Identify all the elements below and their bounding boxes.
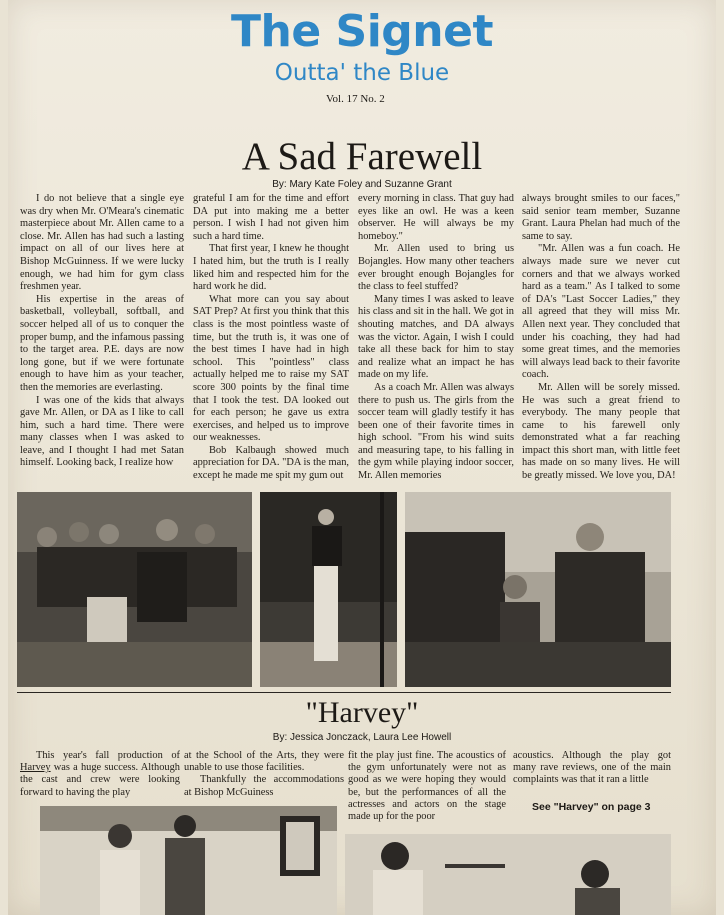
paragraph: I was one of the kids that always gave Mr. Allen, or DA as I like to call him, such a hard time. There were many classes when I was asked to leave, and I thought I had met Satan himself. Looking back, I realize how: [20, 394, 184, 469]
article-headline: A Sad Farewell: [241, 135, 483, 178]
photo-harvey-cast-left-image: [40, 806, 337, 915]
masthead-title: The Signet: [231, 6, 493, 57]
continued-notice: See "Harvey" on page 3: [532, 801, 651, 813]
paragraph: What more can you say about SAT Prep? At first you think that this class is the most pointless waste of time, but the truth is, it was one of the best times I have had in high school. This "pointless" class actually helped me to raise my SAT score 300 points by the final time that I took the test. DA looked out for each person; he gave us extra exercises, and helped us to improve our weaknesses.: [193, 293, 349, 444]
photo-man-standing-gym: [260, 492, 397, 687]
photo-audience-seated-image: [17, 492, 252, 687]
paragraph: Thankfully the accommodations at Bishop McGuiness: [184, 774, 344, 798]
photo-harvey-cast-right: [345, 834, 671, 915]
paragraph: His expertise in the areas of basketball, volleyball, softball, and soccer helped all of us to conquer the proper bump, and the infamous passing to the target area. P.E. days are now long gone, but if we were fortunate enough to have him as your teacher, then the memories are everlasting.: [20, 293, 184, 393]
article-column-3: [358, 193, 514, 483]
paragraph: fit the play just fine. The acoustics of the gym unfortunately were not as good as we were hoping they would be, but the performances of all the actresses and actors on the stage made up for the poor: [348, 750, 506, 823]
harvey-column-3: [348, 750, 506, 823]
photo-audience-seated: [17, 492, 252, 687]
harvey-byline: By: Jessica Jonczack, Laura Lee Howell: [272, 732, 452, 743]
paragraph: Many times I was asked to leave his class and sit in the hall. We got in shouting matches, and DA always was the victor. Again, I wish I could take all these back for him to stay and realize what an impact he has made on my life.: [358, 293, 514, 381]
paragraph: always brought smiles to our faces," said senior team member, Suzanne Grant. Laura Phelan had much of the same to say.: [522, 193, 680, 242]
photo-harvey-cast-left: [40, 806, 337, 915]
paragraph: acoustics. Although the play got many rave reviews, one of the main complaints was that it ran a little: [513, 750, 671, 786]
play-title: Harvey: [20, 762, 51, 774]
paragraph: every morning in class. That guy had eyes like an owl. He was a keen observer. He will always be my homeboy.": [358, 193, 514, 242]
volume-number: Vol. 17 No. 2: [326, 93, 385, 105]
paragraph: Mr. Allen used to bring us Bojangles. How many other teachers ever brought enough Bojangles for the class to feel stuffed?: [358, 243, 514, 293]
paragraph: [20, 750, 180, 799]
article-byline: By: Mary Kate Foley and Suzanne Grant: [272, 179, 452, 190]
photo-embrace-farewell-image: [405, 492, 671, 687]
paragraph: "Mr. Allen was a fun coach. He always made sure we never cut corners and that we always worked hard as a team." As I talked to some of DA's "Last Soccer Ladies," they all agreed that they will miss Mr. Allen next year. They concluded that under his coaching, they had had some great times, and the memories will always lead back to their favorite coach.: [522, 243, 680, 381]
harvey-headline: "Harvey": [305, 696, 419, 729]
text-fragment: was a huge success. Although the cast and crew were looking forward to having the play: [20, 762, 180, 798]
harvey-column-4: [513, 750, 671, 787]
paragraph: I do not believe that a single eye was dry when Mr. O'Meara's cinematic masterpiece about Mr. Allen came to a close. Mr. Allen has had such a lasting impact on all of our lives here at Bishop McGuinness. If we were lucky enough, we had him for gym class freshmen year.: [20, 193, 184, 293]
harvey-column-2: [184, 750, 344, 799]
section-divider: [17, 692, 671, 693]
article-column-4: [522, 193, 680, 483]
harvey-column-1: [20, 750, 180, 799]
article-column-1: [20, 193, 184, 470]
paragraph: Mr. Allen will be sorely missed. He was such a great friend to everybody. The many people that came to his farewell only demonstrated what a far reaching impact this short man, with little feet has made on so many lives. He will be greatly missed. We love you, DA!: [522, 381, 680, 482]
text-fragment: This year's fall production of: [36, 750, 180, 761]
paragraph: That first year, I knew he thought I hated him, but the truth is I really liked him and respected him for the hard work he did.: [193, 243, 349, 293]
photo-embrace-farewell: [405, 492, 671, 687]
paragraph: at the School of the Arts, they were unable to use those facilities.: [184, 750, 344, 774]
photo-harvey-cast-right-image: [345, 834, 671, 915]
paragraph: Bob Kalbaugh showed much appreciation for DA. "DA is the man, except he made me spit my gum out: [193, 444, 349, 482]
article-column-2: [193, 193, 349, 483]
masthead-subtitle: Outta' the Blue: [274, 60, 450, 86]
paragraph: grateful I am for the time and effort DA put into making me a better person. I wish I had not given him such a hard time.: [193, 193, 349, 242]
paragraph: As a coach Mr. Allen was always there to push us. The girls from the soccer team will gladly testify it has been one of their favorite times in high school. "From his wind suits and measuring tape, to his falling in the gym while playing indoor soccer, Mr. Allen memories: [358, 381, 514, 482]
photo-man-standing-gym-image: [260, 492, 397, 687]
